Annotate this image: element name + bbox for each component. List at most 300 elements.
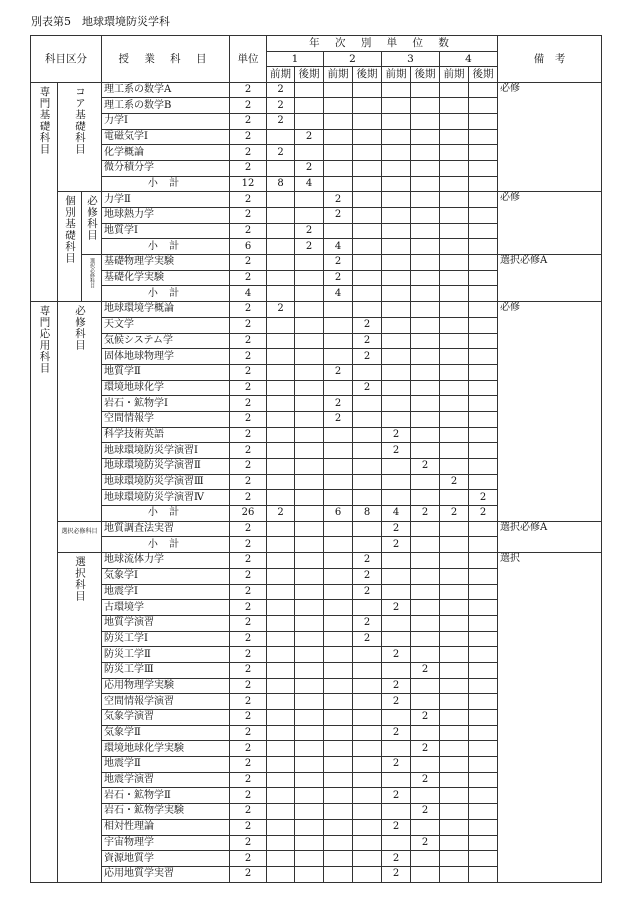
semester-credit-cell	[469, 647, 498, 663]
semester-credit-cell: 2	[382, 521, 411, 537]
credits-cell: 2	[230, 333, 267, 349]
semester-credit-cell	[440, 757, 469, 773]
credits-cell: 2	[230, 694, 267, 710]
semester-credit-cell	[440, 98, 469, 114]
semester-credit-cell	[267, 537, 295, 553]
credits-cell: 2	[230, 317, 267, 333]
semester-credit-cell: 2	[469, 506, 498, 522]
category-sentaku-hissu	[82, 255, 102, 302]
semester-credit-cell	[353, 710, 382, 726]
semester-credit-cell	[295, 474, 324, 490]
semester-credit-cell	[353, 364, 382, 380]
semester-credit-cell	[267, 286, 295, 302]
semester-credit-cell	[324, 333, 353, 349]
credits-cell: 2	[230, 866, 267, 882]
semester-credit-cell	[440, 411, 469, 427]
semester-credit-cell	[295, 615, 324, 631]
semester-credit-cell	[353, 113, 382, 129]
semester-credit-cell	[267, 553, 295, 569]
semester-credit-cell	[324, 490, 353, 506]
semester-credit-cell	[267, 694, 295, 710]
semester-credit-cell	[324, 537, 353, 553]
semester-credit-cell	[382, 223, 411, 239]
semester-credit-cell	[382, 741, 411, 757]
semester-credit-cell	[469, 82, 498, 98]
semester-credit-cell: 2	[295, 223, 324, 239]
credits-cell: 2	[230, 223, 267, 239]
semester-credit-cell	[295, 82, 324, 98]
semester-credit-cell	[440, 239, 469, 255]
semester-credit-cell	[295, 302, 324, 318]
credits-cell: 2	[230, 615, 267, 631]
semester-credit-cell	[295, 443, 324, 459]
semester-credit-cell	[440, 631, 469, 647]
semester-credit-cell: 2	[267, 82, 295, 98]
semester-credit-cell	[353, 741, 382, 757]
semester-credit-cell	[353, 474, 382, 490]
subject-name: 理工系の数学A	[102, 82, 230, 98]
subject-name: 相対性理論	[102, 819, 230, 835]
semester-credit-cell: 2	[469, 490, 498, 506]
semester-credit-cell	[440, 364, 469, 380]
semester-credit-cell: 4	[324, 239, 353, 255]
semester-credit-cell	[382, 192, 411, 208]
subject-name: 環境地球化学	[102, 380, 230, 396]
semester-credit-cell: 2	[411, 459, 440, 475]
semester-credit-cell	[353, 788, 382, 804]
credits-cell: 2	[230, 443, 267, 459]
semester-credit-cell	[295, 506, 324, 522]
semester-credit-cell	[440, 192, 469, 208]
subject-name: 岩石・鉱物学Ⅱ	[102, 788, 230, 804]
semester-credit-cell	[353, 757, 382, 773]
semester-credit-cell: 2	[353, 380, 382, 396]
semester-credit-cell	[411, 757, 440, 773]
semester-credit-cell	[469, 317, 498, 333]
semester-credit-cell	[295, 631, 324, 647]
semester-credit-cell	[440, 725, 469, 741]
semester-credit-cell	[324, 459, 353, 475]
semester-credit-cell	[267, 615, 295, 631]
subject-name: 防災工学Ⅲ	[102, 662, 230, 678]
category-core-label: コア基礎科目	[74, 85, 86, 155]
semester-credit-cell	[469, 364, 498, 380]
semester-credit-cell	[324, 553, 353, 569]
semester-credit-cell: 2	[411, 506, 440, 522]
semester-credit-cell	[267, 804, 295, 820]
semester-credit-cell	[295, 459, 324, 475]
semester-credit-cell	[267, 255, 295, 271]
subject-name: 空間情報学	[102, 411, 230, 427]
semester-credit-cell	[382, 98, 411, 114]
semester-credit-cell: 2	[324, 208, 353, 224]
credits-cell: 2	[230, 772, 267, 788]
semester-credit-cell	[324, 647, 353, 663]
semester-credit-cell	[267, 521, 295, 537]
subject-name: 空間情報学演習	[102, 694, 230, 710]
semester-credit-cell	[382, 396, 411, 412]
semester-credit-cell	[469, 662, 498, 678]
remarks-cell: 必修	[498, 192, 602, 255]
semester-credit-cell	[440, 317, 469, 333]
category-senmon-oyo	[31, 302, 58, 882]
semester-credit-cell	[267, 788, 295, 804]
semester-credit-cell	[469, 302, 498, 318]
semester-credit-cell	[440, 584, 469, 600]
semester-credit-cell	[382, 286, 411, 302]
semester-credit-cell	[411, 145, 440, 161]
semester-credit-cell	[382, 568, 411, 584]
semester-credit-cell	[411, 364, 440, 380]
semester-credit-cell	[382, 129, 411, 145]
semester-credit-cell	[353, 160, 382, 176]
credits-cell: 2	[230, 255, 267, 271]
credits-cell: 2	[230, 835, 267, 851]
credits-cell: 2	[230, 208, 267, 224]
credits-cell: 2	[230, 302, 267, 318]
semester-credit-cell	[411, 160, 440, 176]
table-row	[31, 553, 602, 569]
semester-credit-cell	[382, 662, 411, 678]
semester-credit-cell: 2	[382, 866, 411, 882]
semester-credit-cell	[295, 819, 324, 835]
credits-cell: 2	[230, 411, 267, 427]
credits-cell: 2	[230, 349, 267, 365]
semester-credit-cell	[295, 286, 324, 302]
semester-credit-cell	[267, 239, 295, 255]
semester-credit-cell	[469, 145, 498, 161]
subtotal-label: 小 計	[102, 176, 230, 192]
semester-credit-cell	[353, 208, 382, 224]
category-sentaku-label: 選択科目	[74, 556, 86, 603]
category-senmon-oyo-label: 専門応用科目	[38, 305, 51, 375]
semester-credit-cell	[267, 725, 295, 741]
semester-credit-cell	[469, 349, 498, 365]
semester-credit-cell	[382, 380, 411, 396]
semester-credit-cell	[440, 678, 469, 694]
semester-credit-cell	[411, 239, 440, 255]
semester-credit-cell	[382, 302, 411, 318]
semester-credit-cell	[440, 553, 469, 569]
semester-credit-cell	[469, 678, 498, 694]
semester-credit-cell	[411, 223, 440, 239]
semester-credit-cell	[469, 208, 498, 224]
credits-cell: 2	[230, 98, 267, 114]
semester-credit-cell	[295, 411, 324, 427]
subject-name: 科学技術英語	[102, 427, 230, 443]
semester-credit-cell	[324, 741, 353, 757]
semester-credit-cell	[324, 349, 353, 365]
semester-credit-cell	[353, 678, 382, 694]
semester-credit-cell: 2	[353, 317, 382, 333]
semester-credit-cell	[382, 710, 411, 726]
semester-credit-cell: 2	[411, 835, 440, 851]
semester-credit-cell	[440, 129, 469, 145]
header-credits: 単位	[230, 36, 267, 83]
semester-credit-cell: 4	[382, 506, 411, 522]
semester-credit-cell	[382, 349, 411, 365]
semester-credit-cell	[295, 521, 324, 537]
category-hissu	[82, 192, 102, 255]
semester-credit-cell	[295, 866, 324, 882]
semester-credit-cell	[411, 474, 440, 490]
semester-credit-cell	[353, 600, 382, 616]
subject-name: 防災工学Ⅰ	[102, 631, 230, 647]
credits-cell: 2	[230, 788, 267, 804]
semester-credit-cell	[324, 302, 353, 318]
semester-credit-cell	[324, 568, 353, 584]
semester-credit-cell	[324, 521, 353, 537]
semester-credit-cell	[382, 255, 411, 271]
semester-credit-cell	[469, 757, 498, 773]
semester-credit-cell	[267, 851, 295, 867]
semester-credit-cell	[295, 333, 324, 349]
semester-credit-cell	[440, 113, 469, 129]
credits-cell: 2	[230, 725, 267, 741]
credits-cell: 2	[230, 600, 267, 616]
semester-credit-cell: 2	[382, 537, 411, 553]
header-early: 前期	[382, 67, 411, 83]
semester-credit-cell	[382, 317, 411, 333]
semester-credit-cell	[411, 694, 440, 710]
header-year-1: 1	[267, 51, 324, 67]
semester-credit-cell	[440, 568, 469, 584]
semester-credit-cell: 2	[382, 819, 411, 835]
semester-credit-cell	[469, 600, 498, 616]
semester-credit-cell	[353, 270, 382, 286]
semester-credit-cell: 6	[324, 506, 353, 522]
semester-credit-cell	[295, 584, 324, 600]
semester-credit-cell	[324, 694, 353, 710]
semester-credit-cell	[267, 647, 295, 663]
credits-cell: 2	[230, 490, 267, 506]
semester-credit-cell	[411, 411, 440, 427]
semester-credit-cell	[267, 459, 295, 475]
subject-name: 地球環境学概論	[102, 302, 230, 318]
semester-credit-cell	[411, 490, 440, 506]
credits-cell: 2	[230, 647, 267, 663]
semester-credit-cell	[469, 113, 498, 129]
category-senmon-kiso-label: 専門基礎科目	[38, 85, 51, 155]
category-hissu	[58, 302, 102, 522]
table-row	[31, 521, 602, 537]
semester-credit-cell	[267, 584, 295, 600]
header-yearly: 年 次 別 単 位 数	[267, 36, 498, 52]
semester-credit-cell	[411, 176, 440, 192]
subtotal-label: 小 計	[102, 239, 230, 255]
header-late: 後期	[411, 67, 440, 83]
subject-name: 気象学演習	[102, 710, 230, 726]
header-year-3: 3	[382, 51, 440, 67]
semester-credit-cell	[411, 584, 440, 600]
semester-credit-cell	[411, 568, 440, 584]
semester-credit-cell	[353, 176, 382, 192]
semester-credit-cell: 4	[295, 176, 324, 192]
semester-credit-cell	[295, 694, 324, 710]
semester-credit-cell	[267, 662, 295, 678]
subject-name: 地質調査法実習	[102, 521, 230, 537]
semester-credit-cell: 2	[440, 506, 469, 522]
semester-credit-cell	[353, 302, 382, 318]
subject-name: 地質学Ⅰ	[102, 223, 230, 239]
page-title: 別表第5 地球環境防災学科	[31, 15, 170, 28]
semester-credit-cell	[440, 537, 469, 553]
semester-credit-cell	[411, 208, 440, 224]
semester-credit-cell	[469, 459, 498, 475]
category-sentaku-hissu-label: 選択必修科目	[89, 258, 95, 289]
semester-credit-cell: 2	[267, 506, 295, 522]
semester-credit-cell: 2	[324, 270, 353, 286]
credits-cell: 2	[230, 192, 267, 208]
semester-credit-cell	[267, 631, 295, 647]
semester-credit-cell	[324, 615, 353, 631]
header-late: 後期	[469, 67, 498, 83]
semester-credit-cell: 2	[267, 98, 295, 114]
semester-credit-cell: 2	[411, 804, 440, 820]
table-row	[31, 82, 602, 98]
semester-credit-cell	[295, 145, 324, 161]
semester-credit-cell	[353, 662, 382, 678]
semester-credit-cell	[440, 788, 469, 804]
credits-cell: 2	[230, 757, 267, 773]
semester-credit-cell	[382, 553, 411, 569]
semester-credit-cell: 2	[295, 160, 324, 176]
semester-credit-cell	[469, 160, 498, 176]
semester-credit-cell	[440, 662, 469, 678]
semester-credit-cell	[469, 725, 498, 741]
semester-credit-cell: 2	[267, 302, 295, 318]
subject-name: 気象学Ⅱ	[102, 725, 230, 741]
semester-credit-cell	[295, 255, 324, 271]
semester-credit-cell	[295, 788, 324, 804]
subject-name: 理工系の数学B	[102, 98, 230, 114]
semester-credit-cell	[469, 427, 498, 443]
subject-name: 地球熱力学	[102, 208, 230, 224]
semester-credit-cell	[440, 333, 469, 349]
category-senmon-kiso	[31, 82, 58, 302]
semester-credit-cell	[324, 82, 353, 98]
header-late: 後期	[353, 67, 382, 83]
semester-credit-cell	[267, 819, 295, 835]
semester-credit-cell	[382, 474, 411, 490]
category-core	[58, 82, 102, 192]
credits-cell: 2	[230, 474, 267, 490]
semester-credit-cell: 2	[382, 678, 411, 694]
semester-credit-cell	[267, 600, 295, 616]
semester-credit-cell	[382, 113, 411, 129]
credits-cell: 2	[230, 537, 267, 553]
semester-credit-cell	[324, 223, 353, 239]
semester-credit-cell	[440, 396, 469, 412]
semester-credit-cell	[267, 349, 295, 365]
semester-credit-cell	[469, 474, 498, 490]
semester-credit-cell: 2	[382, 600, 411, 616]
semester-credit-cell	[353, 223, 382, 239]
semester-credit-cell	[469, 788, 498, 804]
semester-credit-cell	[324, 725, 353, 741]
remarks-cell: 選択必修A	[498, 521, 602, 552]
semester-credit-cell	[411, 82, 440, 98]
semester-credit-cell	[295, 270, 324, 286]
credits-cell: 12	[230, 176, 267, 192]
semester-credit-cell	[469, 286, 498, 302]
subject-name: 岩石・鉱物学実験	[102, 804, 230, 820]
semester-credit-cell	[295, 537, 324, 553]
semester-credit-cell	[469, 411, 498, 427]
subject-name: 防災工学Ⅱ	[102, 647, 230, 663]
header-early: 前期	[440, 67, 469, 83]
semester-credit-cell	[353, 129, 382, 145]
credits-cell: 2	[230, 662, 267, 678]
semester-credit-cell	[411, 553, 440, 569]
table-row	[31, 192, 602, 208]
semester-credit-cell	[440, 223, 469, 239]
semester-credit-cell	[440, 349, 469, 365]
semester-credit-cell	[324, 474, 353, 490]
subject-name: 化学概論	[102, 145, 230, 161]
credits-cell: 2	[230, 270, 267, 286]
semester-credit-cell	[411, 380, 440, 396]
subject-name: 古環境学	[102, 600, 230, 616]
semester-credit-cell	[411, 725, 440, 741]
semester-credit-cell	[267, 317, 295, 333]
semester-credit-cell	[267, 270, 295, 286]
subject-name: 気象学Ⅰ	[102, 568, 230, 584]
semester-credit-cell	[353, 427, 382, 443]
semester-credit-cell	[267, 396, 295, 412]
semester-credit-cell	[440, 804, 469, 820]
semester-credit-cell	[353, 192, 382, 208]
credits-cell: 2	[230, 113, 267, 129]
semester-credit-cell	[324, 819, 353, 835]
subtotal-label: 小 計	[102, 506, 230, 522]
semester-credit-cell	[382, 411, 411, 427]
semester-credit-cell	[469, 568, 498, 584]
semester-credit-cell	[295, 741, 324, 757]
semester-credit-cell: 2	[353, 333, 382, 349]
semester-credit-cell	[469, 380, 498, 396]
credits-cell: 2	[230, 129, 267, 145]
subject-name: 地球環境防災学演習Ⅰ	[102, 443, 230, 459]
semester-credit-cell	[295, 851, 324, 867]
semester-credit-cell	[324, 145, 353, 161]
semester-credit-cell	[267, 192, 295, 208]
semester-credit-cell	[295, 380, 324, 396]
semester-credit-cell: 2	[324, 396, 353, 412]
semester-credit-cell	[295, 600, 324, 616]
semester-credit-cell	[295, 113, 324, 129]
category-sentaku-hissu	[58, 521, 102, 552]
category-sentaku	[58, 553, 102, 882]
semester-credit-cell	[382, 772, 411, 788]
semester-credit-cell	[267, 129, 295, 145]
semester-credit-cell	[324, 160, 353, 176]
semester-credit-cell	[469, 631, 498, 647]
semester-credit-cell	[353, 286, 382, 302]
semester-credit-cell	[440, 302, 469, 318]
header-subject: 授 業 科 目	[102, 36, 230, 83]
credits-cell: 2	[230, 804, 267, 820]
semester-credit-cell	[469, 192, 498, 208]
semester-credit-cell	[440, 145, 469, 161]
semester-credit-cell	[440, 521, 469, 537]
semester-credit-cell	[411, 270, 440, 286]
semester-credit-cell	[411, 333, 440, 349]
credits-cell: 2	[230, 160, 267, 176]
semester-credit-cell	[324, 710, 353, 726]
semester-credit-cell	[411, 317, 440, 333]
semester-credit-cell	[382, 804, 411, 820]
